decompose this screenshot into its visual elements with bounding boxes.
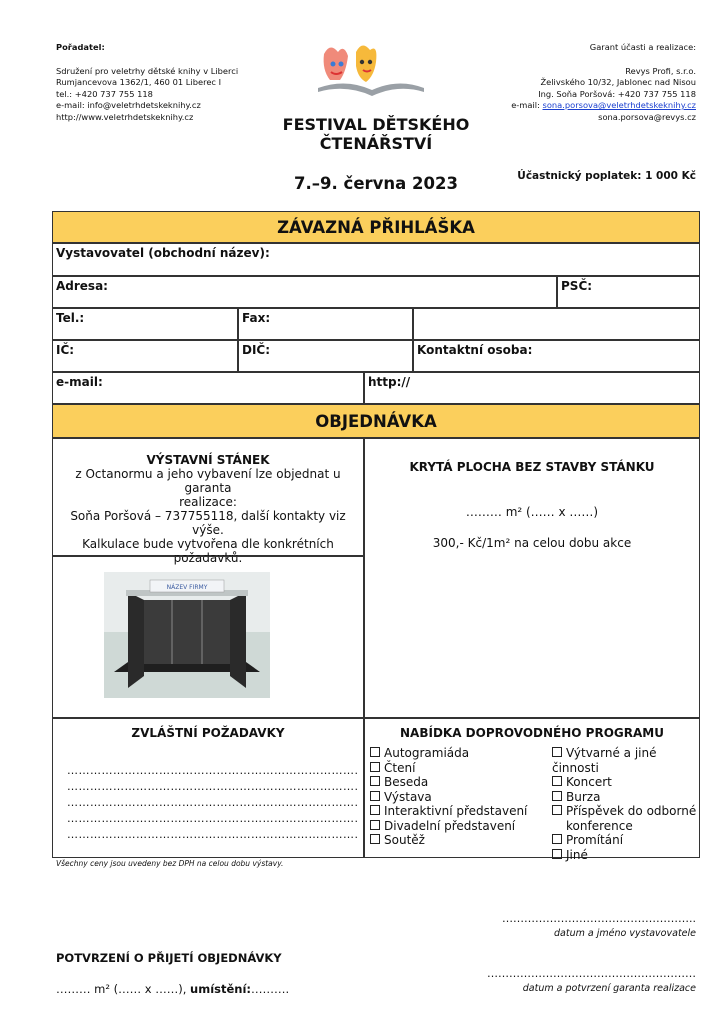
special-line[interactable]: …………………………………………………………………. bbox=[67, 812, 359, 825]
price-footnote: Všechny ceny jsou uvedeny bez DPH na celou dobu výstavy. bbox=[56, 859, 284, 868]
program-option[interactable] bbox=[552, 775, 699, 790]
address-field[interactable] bbox=[52, 276, 557, 308]
covered-area-section bbox=[364, 438, 700, 718]
blank-field[interactable] bbox=[413, 308, 700, 340]
booth-illustration bbox=[104, 572, 270, 698]
program-option-label: konference bbox=[566, 818, 633, 833]
confirmation-title: POTVRZENÍ O PŘIJETÍ OBJEDNÁVKY bbox=[56, 951, 282, 965]
checkbox-icon[interactable] bbox=[370, 791, 380, 801]
ico-label: IČ: bbox=[56, 343, 75, 357]
fax-label: Fax: bbox=[242, 311, 271, 325]
program-option[interactable] bbox=[552, 848, 699, 863]
web-field[interactable] bbox=[364, 372, 700, 404]
booth-text-line: Soňa Poršová – 737755118, další kontakty viz výše. bbox=[70, 509, 346, 537]
application-band: ZÁVAZNÁ PŘIHLÁŠKA bbox=[52, 211, 700, 243]
confirmation-location-dots: ………. bbox=[251, 982, 290, 996]
program-title: NABÍDKA DOPROVODNÉHO PROGRAMU bbox=[400, 726, 664, 740]
program-option[interactable] bbox=[370, 775, 527, 790]
guarantor-email-prefix: e-mail: bbox=[511, 100, 543, 110]
program-option-label: Výstava bbox=[384, 789, 432, 804]
booth-image-section bbox=[52, 556, 364, 718]
checkbox-icon[interactable] bbox=[552, 849, 562, 859]
program-option[interactable] bbox=[552, 746, 699, 775]
program-option[interactable] bbox=[370, 761, 527, 776]
email-label: e-mail: bbox=[56, 375, 103, 389]
program-option-label: Čtení bbox=[384, 760, 416, 775]
organizer-heading: Pořadatel: bbox=[56, 42, 105, 52]
exhibitor-field[interactable] bbox=[52, 243, 700, 276]
booth-title: VÝSTAVNÍ STÁNEK bbox=[146, 453, 270, 467]
booth-text-line: Kalkulace bude vytvořena dle konkrétních požadavků. bbox=[82, 537, 334, 565]
program-option[interactable] bbox=[370, 804, 527, 819]
signature-guarantor-label: datum a potvrzení garanta realizace bbox=[522, 983, 696, 994]
checkbox-icon[interactable] bbox=[552, 747, 562, 757]
checkbox-icon[interactable] bbox=[552, 834, 562, 844]
checkbox-icon[interactable] bbox=[370, 762, 380, 772]
confirmation-line[interactable] bbox=[56, 982, 289, 996]
program-left-list bbox=[370, 746, 527, 848]
confirmation-location-label: umístění: bbox=[190, 982, 252, 996]
program-option[interactable] bbox=[552, 833, 699, 848]
covered-title: KRYTÁ PLOCHA BEZ STAVBY STÁNKU bbox=[409, 460, 655, 474]
special-line[interactable]: …………………………………………………………………. bbox=[67, 780, 359, 793]
special-section bbox=[52, 718, 364, 858]
organizer-line: tel.: +420 737 755 118 bbox=[56, 88, 153, 99]
covered-area-input[interactable]: ……… m² (…… x ……) bbox=[465, 505, 599, 519]
guarantor-line: Želivského 10/32, Jablonec nad Nisou bbox=[540, 77, 696, 87]
dic-label: DIČ: bbox=[242, 343, 271, 357]
signature-exhibitor-line[interactable]: …………………………………………….. bbox=[502, 912, 696, 925]
email-field[interactable] bbox=[52, 372, 364, 404]
organizer-block bbox=[56, 42, 286, 123]
order-band: OBJEDNÁVKA bbox=[52, 404, 700, 438]
booth-text-line: z Octanormu a jeho vybavení lze objednat u garanta bbox=[75, 467, 341, 495]
contact-field[interactable] bbox=[413, 340, 700, 372]
booth-section bbox=[52, 438, 364, 565]
festival-dates: 7.–9. června 2023 bbox=[294, 174, 458, 193]
festival-title-line2: ČTENÁŘSTVÍ bbox=[319, 134, 433, 153]
booth-sign-text: NÁZEV FIRMY bbox=[166, 584, 208, 591]
exhibitor-label: Vystavovatel (obchodní název): bbox=[56, 246, 270, 260]
program-option[interactable] bbox=[370, 819, 527, 834]
tel-field[interactable] bbox=[52, 308, 238, 340]
program-option[interactable] bbox=[370, 746, 527, 761]
zip-label: PSČ: bbox=[561, 279, 593, 293]
program-option-label: Autogramiáda bbox=[384, 746, 470, 760]
checkbox-icon[interactable] bbox=[370, 776, 380, 786]
program-option-label: Koncert bbox=[566, 775, 612, 789]
program-option-label: Beseda bbox=[384, 775, 429, 789]
festival-title bbox=[250, 115, 502, 153]
special-line[interactable]: …………………………………………………………………. bbox=[67, 828, 359, 841]
confirmation-area: ……… m² (…… x ……), bbox=[56, 982, 191, 996]
zip-field[interactable] bbox=[557, 276, 700, 308]
guarantor-line: Ing. Soňa Poršová: +420 737 755 118 bbox=[538, 88, 696, 99]
special-title: ZVLÁŠTNÍ POŽADAVKY bbox=[131, 726, 285, 740]
special-line[interactable]: …………………………………………………………………. bbox=[67, 764, 359, 777]
festival-title-line1: FESTIVAL DĚTSKÉHO bbox=[282, 115, 470, 134]
contact-label: Kontaktní osoba: bbox=[417, 343, 533, 357]
checkbox-icon[interactable] bbox=[552, 791, 562, 801]
participation-fee: Účastnický poplatek: 1 000 Kč bbox=[517, 170, 696, 182]
guarantor-block bbox=[456, 42, 696, 123]
program-option-continued bbox=[552, 819, 699, 834]
program-option[interactable] bbox=[552, 804, 699, 819]
special-line[interactable]: …………………………………………………………………. bbox=[67, 796, 359, 809]
booth-text-line: realizace: bbox=[179, 495, 237, 509]
checkbox-icon[interactable] bbox=[370, 820, 380, 830]
program-option-label: Interaktivní představení bbox=[384, 804, 528, 818]
checkbox-icon[interactable] bbox=[370, 805, 380, 815]
program-option-label: Burza bbox=[566, 789, 601, 804]
web-label: http:// bbox=[368, 375, 411, 389]
checkbox-icon[interactable] bbox=[552, 776, 562, 786]
organizer-line: Sdružení pro veletrhy dětské knihy v Liberci bbox=[56, 65, 239, 76]
signature-guarantor-line[interactable]: ………………………………………………… bbox=[487, 967, 696, 980]
program-section bbox=[364, 718, 700, 862]
organizer-line: http://www.veletrhdetskeknihy.cz bbox=[56, 111, 194, 122]
tel-label: Tel.: bbox=[56, 311, 85, 325]
organizer-line: Rumjancevova 1362/1, 460 01 Liberec I bbox=[56, 77, 222, 87]
program-option-label: Soutěž bbox=[384, 833, 425, 847]
checkbox-icon[interactable] bbox=[370, 834, 380, 844]
covered-price: 300,- Kč/1m² na celou dobu akce bbox=[432, 536, 632, 550]
program-option-label: Divadelní představení bbox=[384, 818, 516, 833]
program-option-label: Promítání bbox=[566, 833, 624, 847]
address-label: Adresa: bbox=[56, 279, 108, 293]
program-right-list bbox=[552, 746, 699, 862]
organizer-line: e-mail: info@veletrhdetskeknihy.cz bbox=[56, 100, 201, 110]
guarantor-email2: sona.porsova@revys.cz bbox=[598, 111, 696, 122]
guarantor-email-link[interactable]: sona.porsova@veletrhdetskeknihy.cz bbox=[542, 100, 696, 110]
dic-field[interactable] bbox=[238, 340, 413, 372]
program-option-label: Výtvarné a jiné činnosti bbox=[552, 746, 657, 775]
checkbox-icon[interactable] bbox=[370, 747, 380, 757]
program-option[interactable] bbox=[370, 833, 527, 848]
guarantor-line: Revys Profi, s.r.o. bbox=[625, 65, 696, 76]
signature-exhibitor-label: datum a jméno vystavovatele bbox=[554, 928, 696, 939]
festival-logo bbox=[316, 42, 426, 100]
checkbox-icon[interactable] bbox=[552, 805, 562, 815]
guarantor-heading: Garant účasti a realizace: bbox=[589, 42, 696, 52]
program-option-label: Jiné bbox=[566, 847, 588, 862]
ico-field[interactable] bbox=[52, 340, 238, 372]
program-option[interactable] bbox=[552, 790, 699, 805]
fax-field[interactable] bbox=[238, 308, 413, 340]
program-option[interactable] bbox=[370, 790, 527, 805]
program-option-label: Příspěvek do odborné bbox=[566, 804, 697, 818]
